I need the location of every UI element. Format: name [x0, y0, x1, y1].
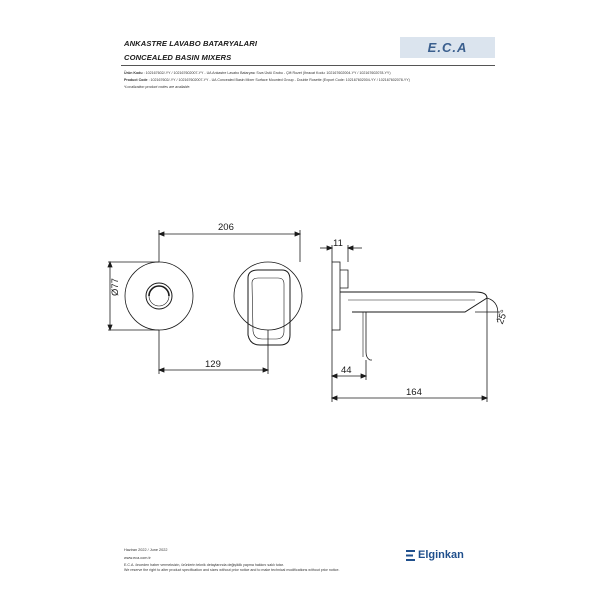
dim-width-total: 206 [218, 222, 234, 233]
product-code-en-text: : 102167602/-YY / 102167602007-YY - UA Concealed Basin Mixer Surface Mounted Group - Double Rosette (Export Code: 102167602004-YY / 102167602078-YY) [148, 78, 410, 82]
product-code-tr-text: : 102167602/-YY / 102167602007-YY - UA Ankastre Lavabo Bataryası Sıva Üstü Grubu - Çift Rozet (İhracat Kodu: 102167602004-YY / 102167602078-YY) [143, 71, 391, 75]
dim-spout-offset: 44 [341, 365, 352, 376]
dim-diameter: Ø77 [110, 278, 121, 296]
elginkan-logo-icon [406, 550, 415, 561]
eca-logo-text: E.C.A [427, 40, 468, 55]
dim-angle: 25° [495, 308, 511, 326]
footer-url[interactable]: www.eca.com.tr [124, 556, 151, 560]
dim-rosette-depth: 11 [333, 238, 343, 249]
footer-date: Haziran 2022 / June 2022 [124, 548, 168, 552]
elginkan-brand [406, 549, 464, 561]
title-english: CONCEALED BASIN MIXERS [124, 53, 232, 62]
dim-center-distance: 129 [205, 359, 221, 370]
footer-note-tr: E.C.A. önceden haber vermeksizin, ürünlerin teknik detaylarında değişiklik yapma hakkını saklı tutar. [124, 563, 284, 567]
product-code-en-label: Product Code [124, 78, 148, 82]
footer-note-en: We reserve the right to alter product specification and sizes without prior notice and to make technical modifications without prior notice. [124, 568, 340, 572]
localization-note: *Localization product codes are available. [124, 85, 191, 89]
title-turkish: ANKASTRE LAVABO BATARYALARI [124, 39, 258, 48]
product-code-tr-label: Ürün Kodu [124, 71, 143, 75]
dim-spout-length: 164 [406, 387, 422, 398]
elginkan-brand-name: Elginkan [418, 549, 464, 561]
